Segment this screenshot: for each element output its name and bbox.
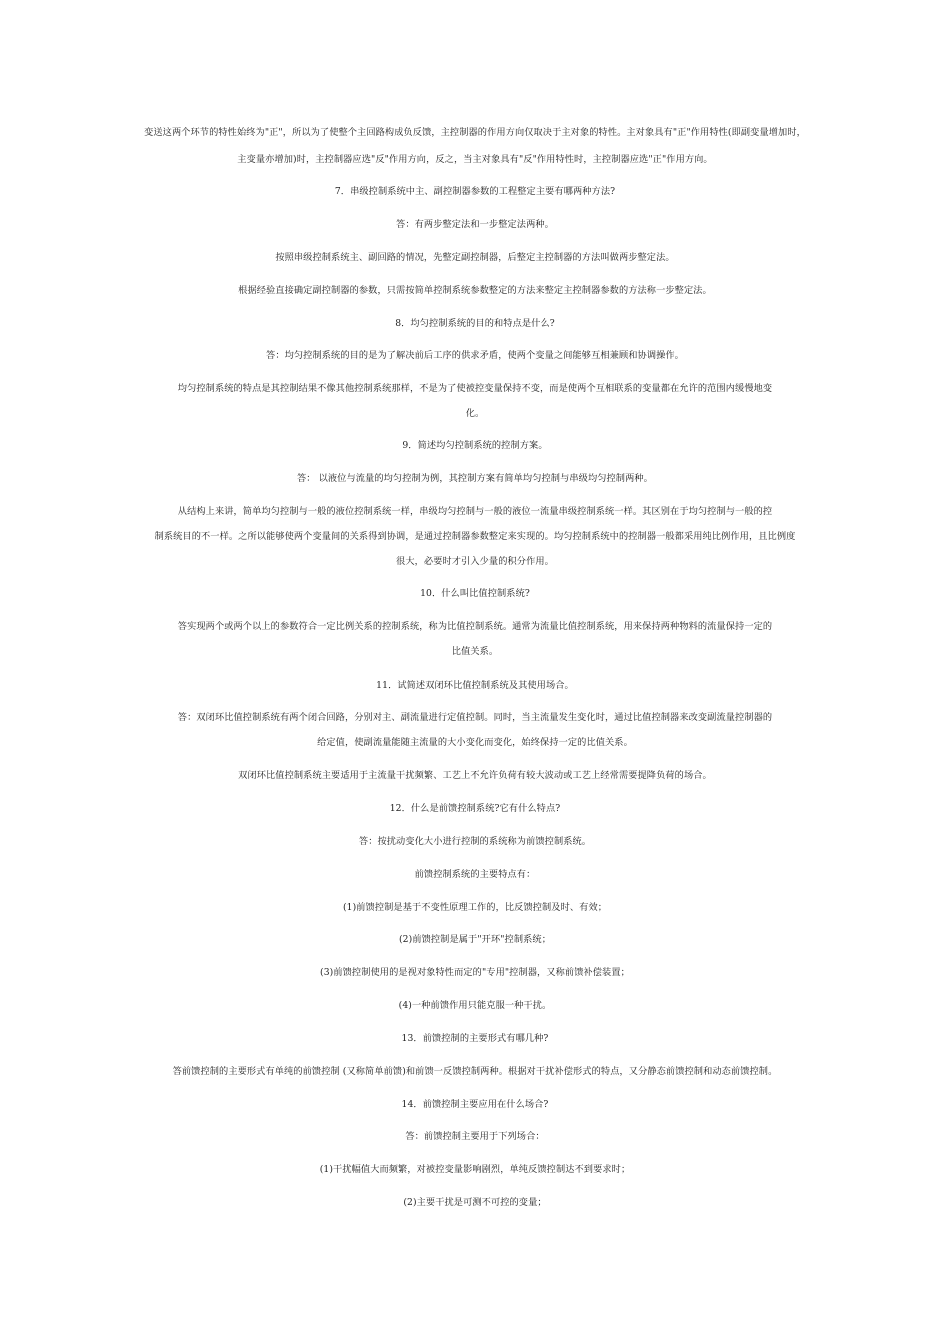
answer-line: 答：有两步整定法和一步整定法两种。: [396, 219, 554, 230]
list-item: (3)前馈控制使用的是视对象特性而定的"专用"控制器，又称前馈补偿装置；: [320, 967, 630, 978]
text-line: 按照串级控制系统主、副回路的情况，先整定副控制器，后整定主控制器的方法叫做两步整定法。: [275, 252, 675, 263]
text-line: 比值关系。: [451, 646, 499, 657]
question-heading: 10．什么叫比值控制系统?: [420, 588, 530, 599]
text-line: 均匀控制系统的特点是其控制结果不像其他控制系统那样，不是为了使被控变量保持不变，而是使两个互相联系的变量都在允许的范围内缓慢地变: [177, 383, 773, 394]
text-line: 根据经验直接确定副控制器的参数，只需按简单控制系统参数整定的方法来整定主控制器参数的方法称一步整定法。: [238, 285, 712, 296]
answer-line: 答前馈控制的主要形式有单纯的前馈控制 (又称简单前馈)和前馈一反馈控制两种。根据对干扰补偿形式的特点，又分静态前馈控制和动态前馈控制。: [172, 1066, 778, 1077]
question-heading: 14．前馈控制主要应用在什么场合?: [401, 1099, 549, 1110]
answer-line: 答：均匀控制系统的目的是为了解决前后工序的供求矛盾，使两个变量之间能够互相兼顾和协调操作。: [266, 350, 684, 361]
text-line: 前馈控制系统的主要特点有：: [414, 869, 536, 880]
list-item: (1)前馈控制是基于不变性原理工作的，比反馈控制及时、有效；: [342, 902, 608, 913]
question-heading: 13．前馈控制的主要形式有哪几种?: [401, 1033, 549, 1044]
list-item: (2)前馈控制是属于"开环"控制系统；: [399, 934, 551, 945]
list-item: (1)干扰幅值大而频繁，对被控变量影响剧烈，单纯反馈控制达不到要求时；: [319, 1164, 631, 1175]
answer-line: 答： 以液位与流量的均匀控制为例，其控制方案有简单均匀控制与串级均匀控制两种。: [297, 473, 653, 484]
list-item: (2)主要干扰是可测不可控的变量；: [403, 1197, 547, 1208]
answer-line: 答实现两个或两个以上的参数符合一定比例关系的控制系统，称为比值控制系统。通常为流量比值控制系统，用来保持两种物料的流量保持一定的: [177, 621, 773, 632]
question-heading: 9．简述均匀控制系统的控制方案。: [402, 440, 548, 451]
text-line: 从结构上来讲，简单均匀控制与一般的液位控制系统一样，串级均匀控制与一般的液位一流量串级控制系统一样。其区别在于均匀控制与一般的控: [177, 506, 773, 517]
question-heading: 8．均匀控制系统的目的和特点是什么?: [395, 318, 555, 329]
text-line: 变送这两个环节的特性始终为"正"，所以为了使整个主回路构成负反馈，主控制器的作用方向仅取决于主对象的特性。主对象具有"正"作用特性(即副变量增加时，: [144, 127, 806, 138]
answer-line: 答：双闭环比值控制系统有两个闭合回路，分别对主、副流量进行定值控制。同时，当主流量发生变化时，通过比值控制器来改变副流量控制器的: [177, 712, 773, 723]
text-line: 化。: [465, 408, 485, 419]
question-heading: 7．串级控制系统中主、副控制器参数的工程整定主要有哪两种方法?: [334, 186, 616, 197]
text-line: 主变量亦增加)时，主控制器应选"反"作用方向，反之，当主对象具有"反"作用特性时，主控制器应选"正"作用方向。: [237, 154, 713, 165]
text-line: 制系统目的不一样。之所以能够使两个变量间的关系得到协调，是通过控制器参数整定来实现的。均匀控制系统中的控制器一般都采用纯比例作用，且比例度: [154, 531, 796, 542]
list-item: (4)一种前馈作用只能克服一种干扰。: [398, 1000, 552, 1011]
text-line: 给定值，使副流量能随主流量的大小变化而变化，始终保持一定的比值关系。: [317, 737, 633, 748]
question-heading: 12．什么是前馈控制系统?它有什么特点?: [389, 803, 561, 814]
answer-line: 答：按扰动变化大小进行控制的系统称为前馈控制系统。: [358, 836, 592, 847]
text-line: 很大，必要时才引入少量的积分作用。: [396, 556, 554, 567]
text-line: 双闭环比值控制系统主要适用于主流量干扰频繁、工艺上不允许负荷有较大波动或工艺上经常需要提降负荷的场合。: [238, 770, 712, 781]
question-heading: 11．试简述双闭环比值控制系统及其使用场合。: [376, 680, 574, 691]
answer-line: 答：前馈控制主要用于下列场合：: [405, 1131, 545, 1142]
